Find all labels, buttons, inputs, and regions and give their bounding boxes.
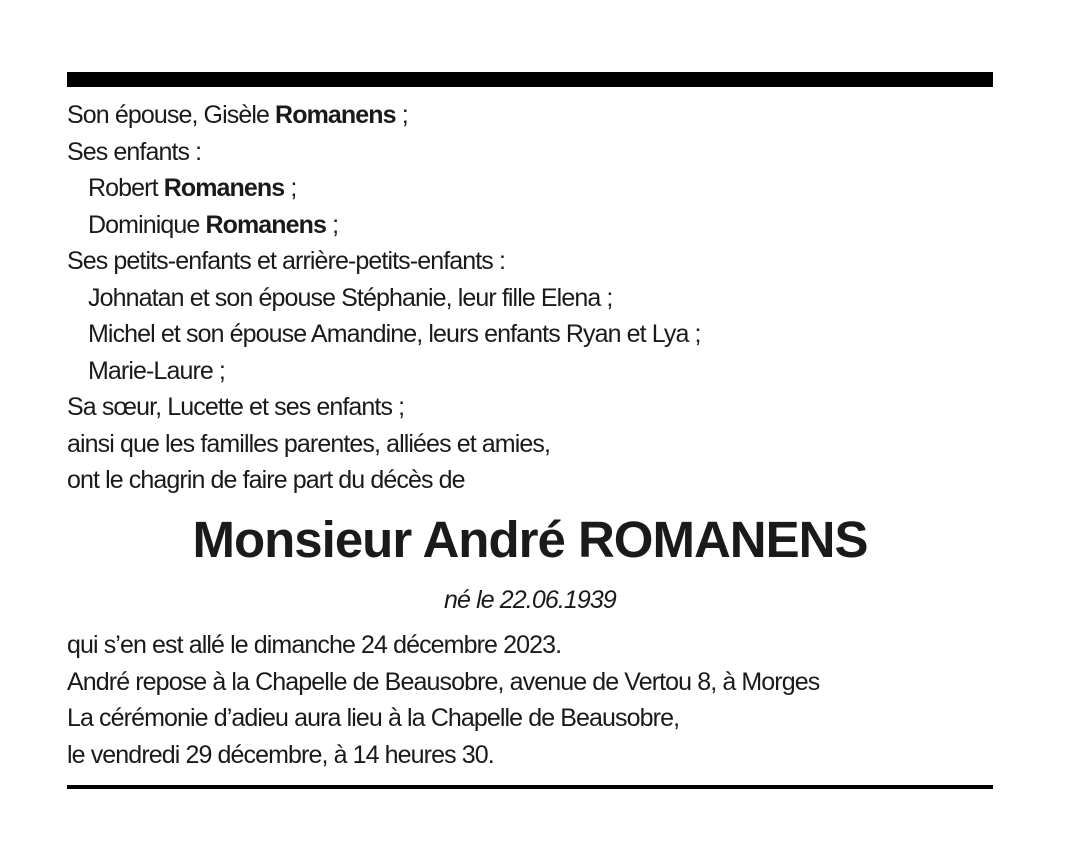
grandchildren-heading: Ses petits-enfants et arrière-petits-enfants : bbox=[67, 247, 505, 275]
child-suffix: ; bbox=[284, 174, 297, 202]
child-line bbox=[67, 170, 993, 207]
child-first-name: Dominique bbox=[88, 210, 206, 239]
child-first-name: Robert bbox=[88, 174, 164, 202]
detail-line: qui s’en est allé le dimanche 24 décembre 2023. bbox=[67, 631, 562, 659]
spouse-suffix: ; bbox=[395, 101, 408, 129]
relatives-line: ainsi que les familles parentes, alliées et amies, bbox=[67, 429, 551, 458]
spouse-text: Son épouse, Gisèle bbox=[67, 101, 276, 129]
child-surname: Romanens bbox=[163, 174, 285, 202]
spouse-line bbox=[67, 97, 993, 134]
birth-date: né le 22.06.1939 bbox=[444, 586, 616, 614]
spouse-surname: Romanens bbox=[275, 101, 396, 129]
detail-line: le vendredi 29 décembre, à 14 heures 30. bbox=[67, 740, 494, 769]
deceased-name: Monsieur André ROMANENS bbox=[192, 511, 868, 568]
funeral-details bbox=[67, 627, 993, 773]
family-list bbox=[67, 97, 993, 499]
grandchild-line: Marie-Laure ; bbox=[88, 356, 225, 385]
children-heading: Ses enfants : bbox=[67, 137, 202, 166]
detail-line: André repose à la Chapelle de Beausobre, avenue de Vertou 8, à Morges bbox=[67, 667, 820, 696]
top-rule bbox=[67, 72, 993, 87]
child-suffix: ; bbox=[326, 210, 339, 239]
sister-line: Sa sœur, Lucette et ses enfants ; bbox=[67, 393, 405, 421]
bottom-rule bbox=[67, 785, 993, 789]
grandchild-line: Johnatan et son épouse Stéphanie, leur fille Elena ; bbox=[88, 283, 613, 312]
grandchild-line: Michel et son épouse Amandine, leurs enfants Ryan et Lya ; bbox=[88, 320, 701, 348]
announcement-line: ont le chagrin de faire part du décès de bbox=[67, 466, 465, 494]
child-surname: Romanens bbox=[205, 210, 327, 239]
detail-line: La cérémonie d’adieu aura lieu à la Chapelle de Beausobre, bbox=[67, 704, 680, 732]
child-line bbox=[67, 207, 993, 244]
